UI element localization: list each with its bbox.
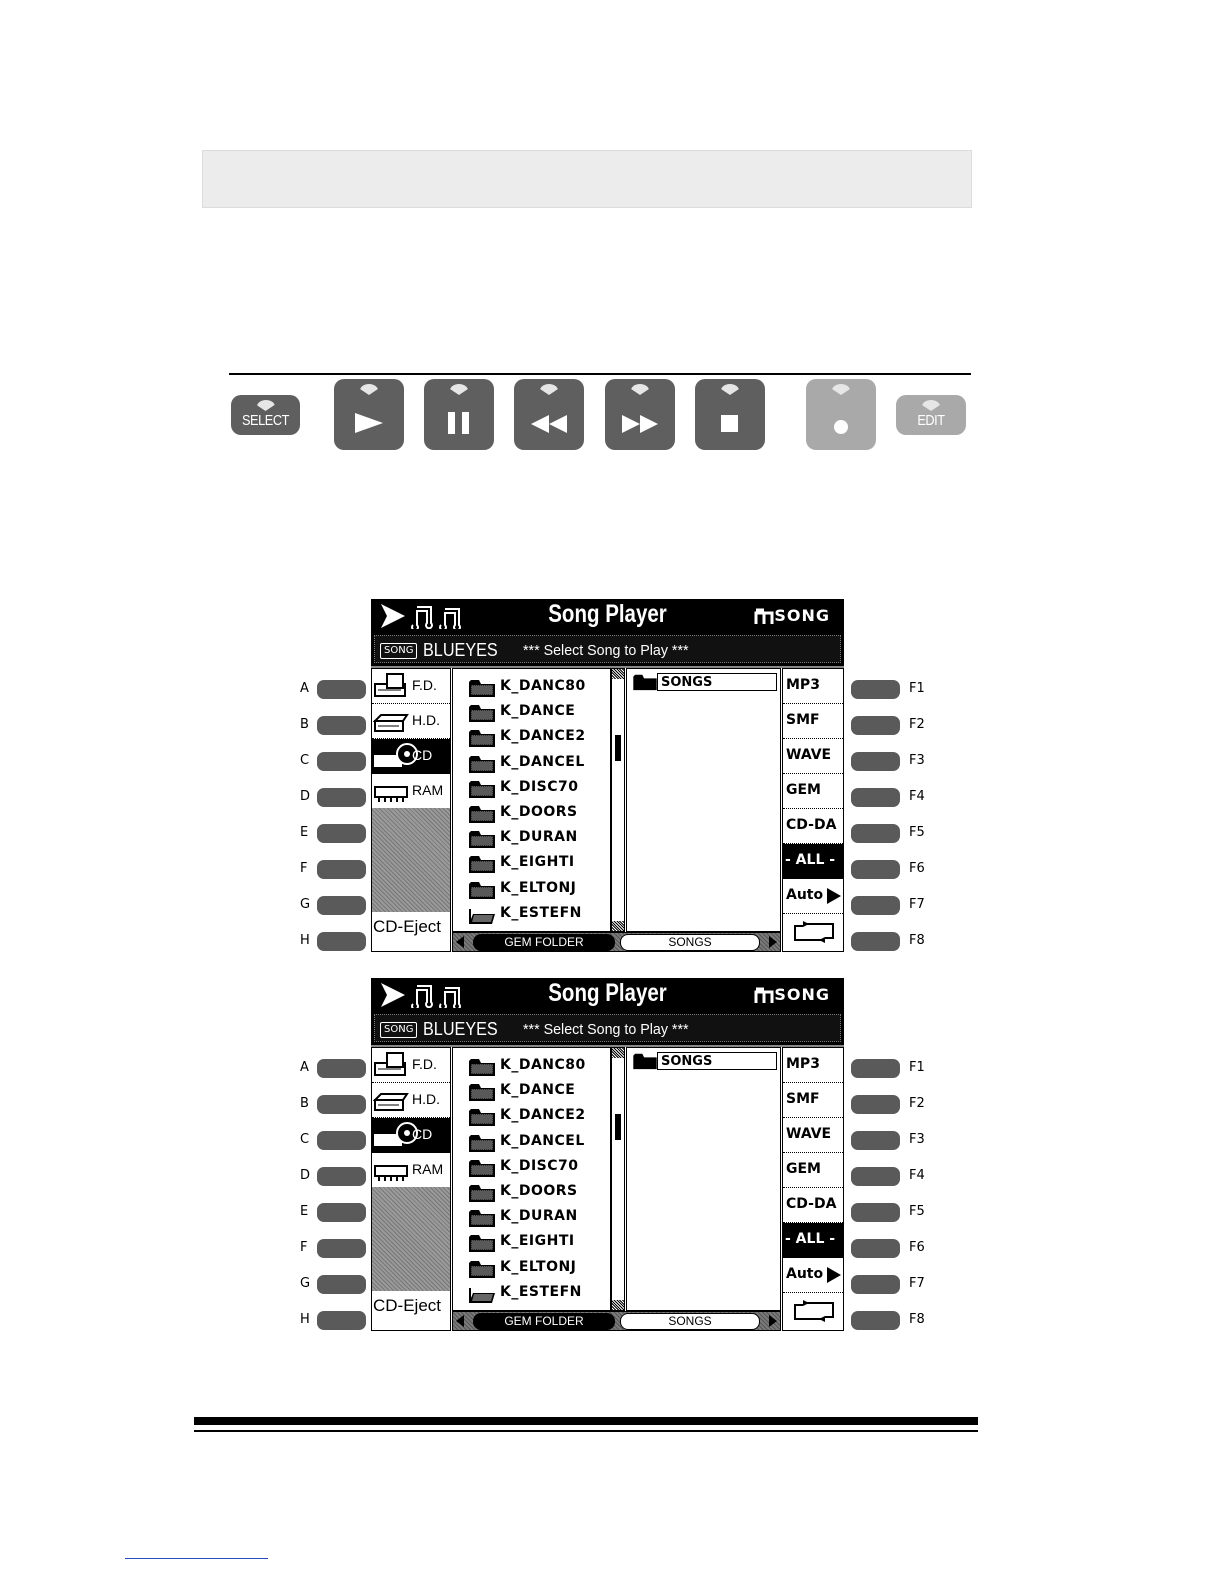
title-bar <box>371 978 844 1011</box>
left-key-label: E <box>300 825 309 840</box>
right-key-label: F2 <box>909 717 925 732</box>
song-name: BLUEYES <box>423 640 498 660</box>
empty-slot-area <box>372 1187 450 1291</box>
repeat-toggle[interactable] <box>783 914 843 948</box>
right-soft-key[interactable] <box>851 680 900 699</box>
folder-name: K_DISC70 <box>500 778 579 795</box>
left-key-label: B <box>300 1096 309 1111</box>
filter-wave[interactable] <box>783 739 843 774</box>
folder-name: K_DANCE <box>500 1082 576 1099</box>
left-key-label: H <box>300 933 310 948</box>
filter-label: GEM <box>786 1161 821 1177</box>
folder-icon <box>468 1183 496 1207</box>
record-button[interactable] <box>806 379 876 450</box>
folder-icon <box>468 1233 496 1257</box>
folder-icon <box>468 854 496 878</box>
list-item[interactable] <box>468 1155 608 1180</box>
right-arrow-icon[interactable] <box>767 935 779 949</box>
right-soft-key[interactable] <box>851 1311 900 1330</box>
source-cd[interactable] <box>372 739 450 774</box>
source-column <box>371 668 451 952</box>
source-floppy[interactable] <box>372 1048 450 1083</box>
source-label: H.D. <box>412 1091 440 1107</box>
led-icon <box>922 400 940 411</box>
folder-icon <box>468 703 496 727</box>
current-folder[interactable] <box>632 1052 713 1074</box>
current-folder-pane <box>626 1047 781 1311</box>
info-bar <box>371 632 844 668</box>
filter-gem[interactable] <box>783 774 843 809</box>
list-item[interactable] <box>468 877 608 902</box>
filter-label: MP3 <box>786 677 820 693</box>
folder-name: K_DANCEL <box>500 1132 585 1149</box>
brand-logo-icon <box>754 986 774 1004</box>
left-key-label: C <box>300 753 310 768</box>
right-key-label: F7 <box>909 897 925 912</box>
filter-mp3[interactable] <box>783 1048 843 1083</box>
filter-label: SMF <box>786 1091 820 1107</box>
filter-all[interactable] <box>783 1223 843 1258</box>
filter-all[interactable] <box>783 844 843 879</box>
folder-icon <box>468 1082 496 1106</box>
folder-name: K_EIGHTI <box>500 1233 575 1250</box>
source-ram[interactable] <box>372 774 450 809</box>
filter-mp3[interactable] <box>783 669 843 704</box>
source-floppy[interactable] <box>372 669 450 704</box>
source-column <box>371 1047 451 1331</box>
folder-icon <box>468 1208 496 1232</box>
folder-icon <box>468 1133 496 1157</box>
list-item[interactable] <box>468 776 608 801</box>
path-songs[interactable]: SONGS <box>620 934 760 951</box>
left-soft-key[interactable] <box>317 932 366 951</box>
play-arrow-icon <box>827 888 841 904</box>
left-soft-key[interactable] <box>317 716 366 735</box>
right-soft-key[interactable] <box>851 896 900 915</box>
filter-label: Auto <box>786 1266 824 1282</box>
source-label: H.D. <box>412 712 440 728</box>
left-soft-key[interactable] <box>317 1095 366 1114</box>
right-soft-key[interactable] <box>851 1239 900 1258</box>
source-label: RAM <box>412 782 444 798</box>
path-gem-folder[interactable]: GEM FOLDER <box>473 1313 615 1330</box>
filter-label: - ALL - <box>785 852 836 868</box>
scroll-down-icon[interactable] <box>612 921 624 931</box>
left-key-label: F <box>300 1240 308 1255</box>
right-key-label: F4 <box>909 789 925 804</box>
left-arrow-icon[interactable] <box>454 935 466 949</box>
song-tag: SONG <box>380 1022 417 1038</box>
folder-name: K_ELTONJ <box>500 879 577 896</box>
list-item[interactable] <box>468 700 608 725</box>
fast-forward-button[interactable] <box>605 379 675 450</box>
right-key-label: F3 <box>909 753 925 768</box>
pause-button[interactable] <box>424 379 494 450</box>
folder-name: K_DANC80 <box>500 1057 586 1073</box>
pause-icon <box>424 379 494 450</box>
path-songs[interactable]: SONGS <box>620 1313 760 1330</box>
left-soft-key[interactable] <box>317 860 366 879</box>
source-hard-disk[interactable] <box>372 704 450 739</box>
left-soft-key[interactable] <box>317 1131 366 1150</box>
right-key-label: F2 <box>909 1096 925 1111</box>
fast-forward-icon <box>605 379 675 450</box>
folder-icon <box>468 905 496 929</box>
folder-icon <box>468 804 496 828</box>
path-bar <box>452 932 781 952</box>
scroll-up-icon[interactable] <box>612 669 624 679</box>
list-item[interactable] <box>468 1104 608 1129</box>
left-key-label: A <box>300 681 309 696</box>
scroll-thumb[interactable] <box>615 735 621 761</box>
left-soft-key[interactable] <box>317 1203 366 1222</box>
right-soft-key[interactable] <box>851 1167 900 1186</box>
folder-icon <box>468 678 496 702</box>
cd-eject-button[interactable]: CD-Eject <box>373 1296 442 1315</box>
right-soft-key[interactable] <box>851 824 900 843</box>
right-soft-key[interactable] <box>851 788 900 807</box>
left-arrow-icon[interactable] <box>454 1314 466 1328</box>
list-item[interactable] <box>468 1256 608 1281</box>
left-key-label: D <box>300 789 311 804</box>
folder-name: K_ELTONJ <box>500 1258 577 1275</box>
left-key-label: A <box>300 1060 309 1075</box>
filter-wave[interactable] <box>783 1118 843 1153</box>
right-soft-key[interactable] <box>851 1095 900 1114</box>
folder-icon <box>468 829 496 853</box>
header-band <box>202 150 972 208</box>
filter-label: - ALL - <box>785 1231 836 1247</box>
folder-icon <box>632 1052 658 1070</box>
left-key-label: C <box>300 1132 310 1147</box>
footer-rule-thick <box>194 1417 978 1425</box>
right-key-label: F8 <box>909 933 925 948</box>
folder-icon <box>632 673 658 691</box>
list-item[interactable] <box>468 1180 608 1205</box>
folder-name: K_DISC70 <box>500 1157 579 1174</box>
folder-name: K_DOORS <box>500 804 578 820</box>
filter-smf[interactable] <box>783 704 843 739</box>
list-item[interactable] <box>468 902 608 927</box>
right-key-label: F1 <box>909 681 925 696</box>
folder-name: K_DANCE2 <box>500 728 586 745</box>
song-name: BLUEYES <box>423 1019 498 1039</box>
left-key-label: H <box>300 1312 310 1327</box>
brand-label: SONG <box>774 606 830 625</box>
right-soft-key[interactable] <box>851 932 900 951</box>
right-soft-key[interactable] <box>851 1203 900 1222</box>
rewind-button[interactable] <box>514 379 584 450</box>
list-item[interactable] <box>468 725 608 750</box>
left-key-label: B <box>300 717 309 732</box>
list-item[interactable] <box>468 1281 608 1306</box>
folder-list <box>452 1047 611 1311</box>
info-bar <box>371 1011 844 1047</box>
filter-label: WAVE <box>786 747 832 763</box>
right-soft-key[interactable] <box>851 752 900 771</box>
rewind-icon <box>514 379 584 450</box>
right-key-label: F3 <box>909 1132 925 1147</box>
led-icon <box>257 400 275 411</box>
filter-label: MP3 <box>786 1056 820 1072</box>
filter-label: GEM <box>786 782 821 798</box>
song-player-screen <box>371 599 844 952</box>
list-item[interactable] <box>468 826 608 851</box>
right-arrow-icon[interactable] <box>767 1314 779 1328</box>
folder-list <box>452 668 611 932</box>
right-key-label: F6 <box>909 861 925 876</box>
repeat-icon <box>789 920 839 944</box>
filter-gem[interactable] <box>783 1153 843 1188</box>
filter-column <box>782 668 844 952</box>
left-soft-key[interactable] <box>317 788 366 807</box>
stop-icon <box>695 379 765 450</box>
right-soft-key[interactable] <box>851 1131 900 1150</box>
right-key-label: F7 <box>909 1276 925 1291</box>
scroll-up-icon[interactable] <box>612 1048 624 1058</box>
folder-icon <box>468 728 496 752</box>
folder-icon <box>468 1259 496 1283</box>
right-soft-key[interactable] <box>851 716 900 735</box>
list-item[interactable] <box>468 1130 608 1155</box>
folder-name: K_DANC80 <box>500 678 586 694</box>
play-icon <box>334 379 404 450</box>
left-key-label: F <box>300 861 308 876</box>
play-arrow-icon <box>827 1267 841 1283</box>
folder-icon <box>468 779 496 803</box>
filter-label: CD-DA <box>786 1196 837 1212</box>
current-folder-name: SONGS <box>657 673 777 691</box>
folder-scrollbar[interactable] <box>611 1047 625 1311</box>
filter-cdda[interactable] <box>783 1188 843 1223</box>
list-item[interactable] <box>468 1205 608 1230</box>
stop-button[interactable] <box>695 379 765 450</box>
floppy-drive-icon <box>373 1051 409 1082</box>
folder-icon <box>468 1158 496 1182</box>
folder-name: K_EIGHTI <box>500 854 575 871</box>
filter-auto[interactable] <box>783 1258 843 1293</box>
list-item[interactable] <box>468 751 608 776</box>
source-label: CD <box>412 1126 433 1142</box>
left-soft-key[interactable] <box>317 680 366 699</box>
left-soft-key[interactable] <box>317 752 366 771</box>
footer-rule-thin <box>194 1430 978 1432</box>
filter-label: Auto <box>786 887 824 903</box>
folder-icon <box>468 1057 496 1081</box>
filter-smf[interactable] <box>783 1083 843 1118</box>
left-key-label: G <box>300 1276 311 1291</box>
song-tag: SONG <box>380 643 417 659</box>
filter-label: SMF <box>786 712 820 728</box>
source-label: RAM <box>412 1161 444 1177</box>
source-label: F.D. <box>412 1056 437 1072</box>
folder-name: K_DOORS <box>500 1183 578 1199</box>
screen-title: Song Player <box>548 979 667 1007</box>
ram-icon <box>373 777 409 808</box>
record-icon <box>806 379 876 450</box>
cd-eject-button[interactable]: CD-Eject <box>373 917 442 936</box>
list-item[interactable] <box>468 1054 608 1079</box>
hard-disk-icon <box>373 1086 409 1117</box>
left-soft-key[interactable] <box>317 1311 366 1330</box>
folder-name: K_DANCE2 <box>500 1107 586 1124</box>
list-item[interactable] <box>468 1230 608 1255</box>
list-item[interactable] <box>468 675 608 700</box>
current-folder[interactable] <box>632 673 713 695</box>
status-message: *** Select Song to Play *** <box>523 642 689 659</box>
right-key-label: F4 <box>909 1168 925 1183</box>
left-key-label: D <box>300 1168 311 1183</box>
source-label: CD <box>412 747 433 763</box>
source-hard-disk[interactable] <box>372 1083 450 1118</box>
list-item[interactable] <box>468 851 608 876</box>
source-cd[interactable] <box>372 1118 450 1153</box>
footer-link-underline <box>125 1558 268 1559</box>
title-bar <box>371 599 844 632</box>
select-button[interactable] <box>231 395 300 435</box>
song-player-screen <box>371 978 844 1331</box>
filter-label: CD-DA <box>786 817 837 833</box>
folder-icon <box>468 880 496 904</box>
left-key-label: G <box>300 897 311 912</box>
select-label: SELECT <box>241 412 290 429</box>
section-divider <box>229 373 971 375</box>
edit-button[interactable] <box>896 395 966 435</box>
left-soft-key[interactable] <box>317 824 366 843</box>
screen-title: Song Player <box>548 600 667 628</box>
right-key-label: F5 <box>909 1204 925 1219</box>
folder-name: K_DANCEL <box>500 753 585 770</box>
folder-scrollbar[interactable] <box>611 668 625 932</box>
left-soft-key[interactable] <box>317 1059 366 1078</box>
filter-cdda[interactable] <box>783 809 843 844</box>
list-item[interactable] <box>468 1079 608 1104</box>
right-key-label: F5 <box>909 825 925 840</box>
folder-name: K_ESTEFN <box>500 904 582 921</box>
scroll-down-icon[interactable] <box>612 1300 624 1310</box>
folder-icon <box>468 1284 496 1308</box>
floppy-drive-icon <box>373 672 409 703</box>
folder-icon <box>468 1107 496 1131</box>
list-item[interactable] <box>468 801 608 826</box>
left-soft-key[interactable] <box>317 1167 366 1186</box>
edit-label: EDIT <box>917 412 945 429</box>
right-key-label: F1 <box>909 1060 925 1075</box>
repeat-toggle[interactable] <box>783 1293 843 1327</box>
play-button[interactable] <box>334 379 404 450</box>
scroll-thumb[interactable] <box>615 1114 621 1140</box>
right-soft-key[interactable] <box>851 1059 900 1078</box>
repeat-icon <box>789 1299 839 1323</box>
current-folder-pane <box>626 668 781 932</box>
source-label: F.D. <box>412 677 437 693</box>
empty-slot-area <box>372 808 450 912</box>
folder-name: K_DANCE <box>500 703 576 720</box>
folder-name: K_DURAN <box>500 829 578 846</box>
filter-label: WAVE <box>786 1126 832 1142</box>
folder-icon <box>468 754 496 778</box>
path-bar <box>452 1311 781 1331</box>
current-folder-name: SONGS <box>657 1052 777 1070</box>
status-message: *** Select Song to Play *** <box>523 1021 689 1038</box>
right-soft-key[interactable] <box>851 1275 900 1294</box>
filter-column <box>782 1047 844 1331</box>
hard-disk-icon <box>373 707 409 738</box>
brand-label: SONG <box>774 985 830 1004</box>
left-soft-key[interactable] <box>317 1239 366 1258</box>
filter-auto[interactable] <box>783 879 843 914</box>
ram-icon <box>373 1156 409 1187</box>
folder-name: K_DURAN <box>500 1208 578 1225</box>
folder-name: K_ESTEFN <box>500 1283 582 1300</box>
left-soft-key[interactable] <box>317 896 366 915</box>
source-ram[interactable] <box>372 1153 450 1188</box>
path-gem-folder[interactable]: GEM FOLDER <box>473 934 615 951</box>
brand-logo-icon <box>754 607 774 625</box>
left-soft-key[interactable] <box>317 1275 366 1294</box>
right-key-label: F8 <box>909 1312 925 1327</box>
right-soft-key[interactable] <box>851 860 900 879</box>
left-key-label: E <box>300 1204 309 1219</box>
right-key-label: F6 <box>909 1240 925 1255</box>
